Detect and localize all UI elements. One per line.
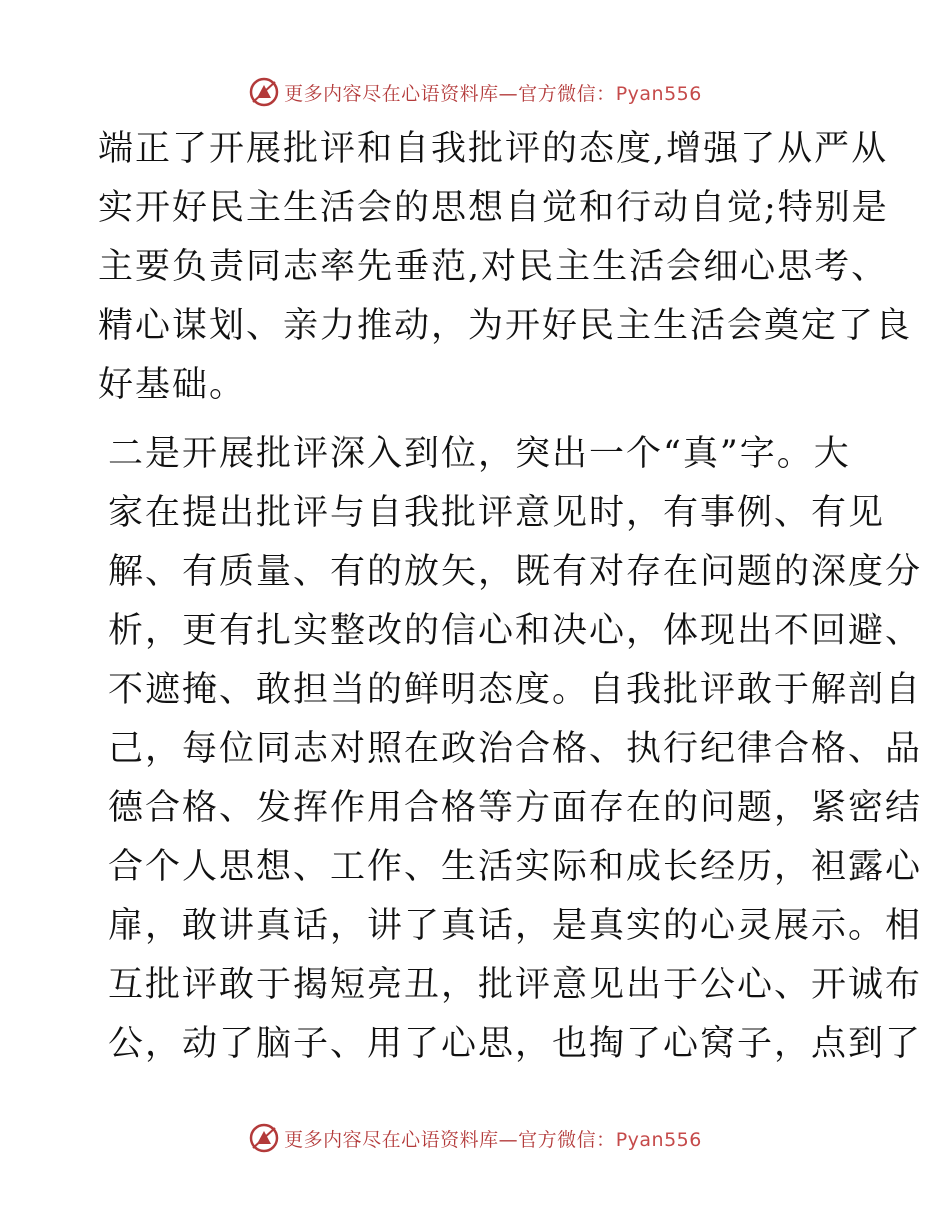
footer-banner-text <box>284 1125 702 1152</box>
document-body <box>98 120 923 1074</box>
header-wechat-label: 官方微信： <box>518 82 616 105</box>
text-line: 精心谋划、亲力推动，为开好民主生活会奠定了良 <box>98 306 913 346</box>
text-line: 析，更有扎实整改的信心和决心，体现出不回避、 <box>108 611 923 651</box>
text-line: 二是开展批评深入到位，突出一个“真”字。大 <box>108 434 851 474</box>
text-line: 好基础。 <box>98 365 247 405</box>
text-line: 己，每位同志对照在政治合格、执行纪律合格、品 <box>108 729 923 769</box>
footer-wechat-label: 官方微信： <box>518 1128 616 1151</box>
paragraph-1 <box>98 120 913 415</box>
text-line: 扉，敢讲真话，讲了真话，是真实的心灵展示。相 <box>108 906 923 946</box>
text-line: 端正了开展批评和自我批评的态度,增强了从严从 <box>98 129 889 169</box>
paragraph-2 <box>98 425 923 1074</box>
header-banner-text <box>284 79 702 106</box>
text-line: 家在提出批评与自我批评意见时，有事例、有见 <box>108 493 886 533</box>
text-line: 实开好民主生活会的思想自觉和行动自觉;特别是 <box>98 188 889 228</box>
footer-wechat-id: Pyan556 <box>615 1128 702 1151</box>
header-watermark <box>0 72 950 112</box>
header-separator: — <box>498 82 519 105</box>
text-line: 公，动了脑子、用了心思，也掏了心窝子，点到了 <box>108 1024 923 1064</box>
footer-separator: — <box>498 1128 519 1151</box>
text-line: 互批评敢于揭短亮丑，批评意见出于公心、开诚布 <box>108 965 923 1005</box>
brand-logo-icon <box>248 1122 280 1154</box>
header-site-text: 更多内容尽在心语资料库 <box>284 82 499 105</box>
text-line: 主要负责同志率先垂范,对民主生活会细心思考、 <box>98 247 889 287</box>
text-line: 合个人思想、工作、生活实际和成长经历，袒露心 <box>108 847 923 887</box>
header-wechat-id: Pyan556 <box>615 82 702 105</box>
footer-watermark <box>0 1118 950 1158</box>
footer-site-text: 更多内容尽在心语资料库 <box>284 1128 499 1151</box>
brand-logo-icon <box>248 76 280 108</box>
text-line: 德合格、发挥作用合格等方面存在的问题，紧密结 <box>108 788 923 828</box>
text-line: 解、有质量、有的放矢，既有对存在问题的深度分 <box>108 552 923 592</box>
text-line: 不遮掩、敢担当的鲜明态度。自我批评敢于解剖自 <box>108 670 923 710</box>
